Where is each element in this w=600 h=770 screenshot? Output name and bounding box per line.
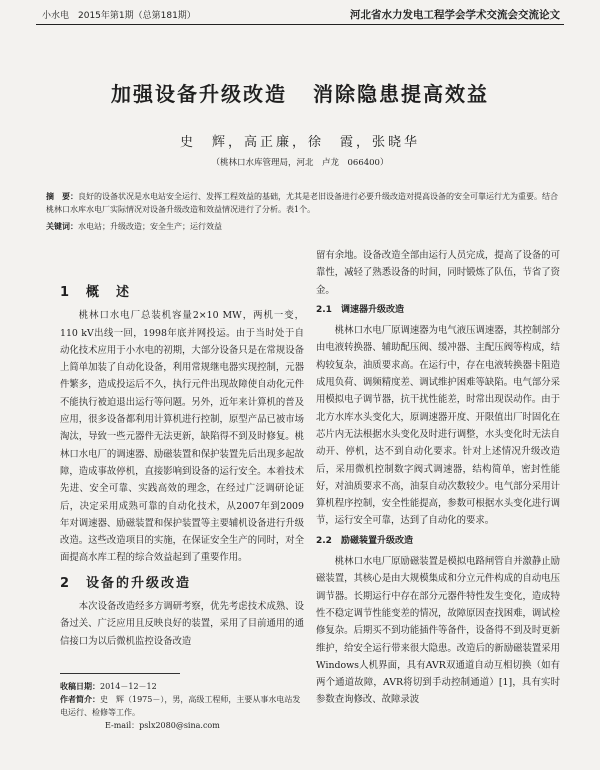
section-1-paragraph: 桃林口水电厂总装机容量2×10 MW，两机一变，110 kV出线一回，1998年底并网投运。由于当时处于自动化技术应用于小水电的初期，大部分设备只是在常规设备上简单加装了自动化设备，利用常规继电器实现控制，元器件繁多，造成投运后不久，执行元件出现故障使自动化元件不能执行被迫退出运行等问题。另外，近年来计算机的普及应用，很多设备都利用计算机进行控制，原型产品已被市场淘汰，导致一些元器件无法更新，缺陷得不到及时修复。桃林口水电厂的调速器、励磁装置和保护装置先后出现多起故障，造成事故停机，直接影响到设备的运行安全。本着技术先进、安全可靠、实践高效的理念，在经过广泛调研论证后，决定采用成熟可靠的自动化技术，从2007年到2009年对调速器、励磁装置和保护装置等主要辅机设备进行升级改造。这些改造项目的实施，在保证安全生产的同时，对全面提高水库工程的综合效益起到了重要作用。 bbox=[60, 310, 304, 564]
right-column bbox=[316, 247, 560, 709]
section-1-heading: 1 概 述 bbox=[60, 285, 132, 300]
title-part-2: 消除隐患提高效益 bbox=[313, 82, 489, 106]
header-divider bbox=[36, 24, 564, 25]
continued-paragraph: 留有余地。设备改造全部由运行人员完成，提高了设备的可靠性，减轻了熟悉设备的时间，同时锻炼了队伍，节省了资金。 bbox=[316, 250, 560, 296]
received-label: 收稿日期： bbox=[60, 682, 100, 691]
author-email: E-mail：pslx2080@sina.com bbox=[105, 721, 220, 730]
section-2-heading: 2 设备的升级改造 bbox=[60, 575, 192, 591]
subsection-2-1-paragraph: 桃林口水电厂原调速器为电气液压调速器，其控制部分由电液转换器、辅助配压阀、缓冲器、主配压阀等构成，结构较复杂，油质要求高。在运行中，存在电液转换器卡阻造成甩负荷、调频精度差、调试维护困难等缺陷。电气部分采用模拟电子调节器，抗干扰性能差，时常出现误动作。由于北方水库水头变化大，原调速器开度、开限值出厂时固化在芯片内无法根据水头变化及时进行调整，水头变化时无法自动开、停机，达不到自动化要求。针对上述情况升级改造后，采用微机控制数字阀式调速器，结构简单，密封性能好，对油质要求不高，油泵自动次数较少。电气部分采用计算机程序控制，安全性能提高，参数可根据水头变化进行调节，运行安全可靠，达到了自动化的要求。 bbox=[316, 325, 560, 527]
journal-issue: 小水电 2015年第1期（总第181期） bbox=[42, 11, 196, 21]
left-column bbox=[60, 280, 304, 650]
subsection-2-2-heading: 2.2 励磁装置升级改造 bbox=[316, 535, 413, 546]
author-bio: 史 辉（1975－），男，高级工程师，主要从事水电站发电运行、检修等工作。 bbox=[60, 695, 301, 717]
abstract bbox=[46, 190, 558, 216]
authors: 史 辉，高正廉，徐 霞，张晓华 bbox=[179, 135, 420, 150]
footnote-divider bbox=[60, 673, 180, 674]
abstract-label: 摘 要： bbox=[46, 192, 78, 201]
abstract-text: 良好的设备状况是水电站安全运行、发挥工程效益的基础，尤其是老旧设备进行必要升级改造对提高设备的安全可靠运行尤为重要。结合桃林口水库水电厂实际情况对设备升级改造和效益情况进行了分析。表1个。 bbox=[46, 192, 558, 214]
keywords bbox=[46, 221, 558, 232]
paper-title bbox=[0, 78, 600, 107]
affiliation: （桃林口水库管理局，河北 卢龙 066400） bbox=[211, 158, 389, 168]
author-bio-label: 作者简介： bbox=[60, 695, 100, 704]
keywords-text: 水电站；升级改造；安全生产；运行效益 bbox=[78, 222, 222, 231]
section-2-paragraph: 本次设备改造经多方调研考察，优先考虑技术成熟、设备过关、广泛应用且反映良好的装置，采用了目前通用的通信接口为以后微机监控设备改造 bbox=[60, 601, 304, 647]
keywords-label: 关键词： bbox=[46, 222, 78, 231]
subsection-2-2-paragraph: 桃林口水电厂原励磁装置是模拟电路闸管自并激静止励磁装置，其核心是由大规模集成和分立元件构成的自动电压调节器。长期运行中存在部分元器件特性发生变化，造成特性不稳定调节性能变差的情况，故障原因查找困难，调试检修复杂。后期买不到功能插件等备件，设备得不到及时更新维护，给安全运行带来很大隐患。改造后的新励磁装置采用Windows人机界面，具有AVR双通道自动互相切换（如有两个通道故障，AVR将切到手动控制通道）[1]，具有实时参数查询修改、故障录波 bbox=[316, 556, 560, 706]
journal-section: 河北省水力发电工程学会学术交流会交流论文 bbox=[350, 9, 560, 21]
footnote bbox=[60, 680, 305, 732]
received-date: 2014－12－12 bbox=[100, 682, 157, 691]
title-part-1: 加强设备升级改造 bbox=[111, 82, 287, 106]
subsection-2-1-heading: 2.1 调速器升级改造 bbox=[316, 304, 404, 315]
